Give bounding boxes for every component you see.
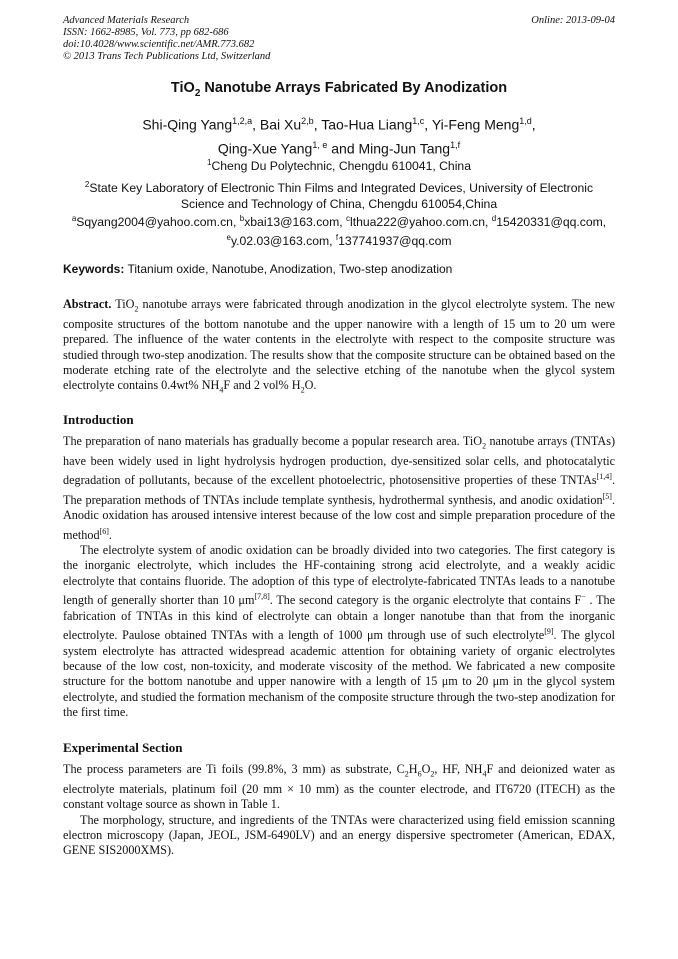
affiliation-2: $^2$State Key Laboratory of Electronic Thin Films and Integrated Devices, University of Electronic Science and Technology of China, Chengdu 610054,China: [84, 180, 594, 212]
paper-title: TiO$_2$ Nanotube Arrays Fabricated By Anodization: [170, 80, 508, 99]
email-a[interactable]: Sqyang2004@yahoo.com.cn,: [76, 215, 240, 230]
journal-header: [63, 15, 615, 63]
citation[interactable]: [9]: [544, 627, 554, 637]
abstract: Abstract. TiO$_2$ nanotube arrays were fabricated through anodization in the glycol electrolyte system. The new composite structures of the bottom nanotube and the upper nanowire with a length of 15 um to 20 um were prepared. The influence of the water contents in the electrolyte with respect to the composite structure was studied through two-step anodization. The results show that the composite structure can be obtained based on the moderate etching rate of the electrolyte and the selective etching of the nanotube when the glycol system electrolyte contains 0.4wt% $NH_4F$ and 2 vol% $H_2O$.: [63, 297, 615, 395]
citation[interactable]: [1,4]: [596, 472, 612, 482]
introduction-body: [63, 434, 615, 721]
email-f[interactable]: 137741937@qq.com: [338, 234, 452, 249]
introduction-heading: Introduction: [63, 412, 134, 427]
author-line-1: Shi-Qing Yang$^{1,2,a}$, Bai Xu$^{2,b}$, Tao-Hua Liang$^{1,c}$, Yi-Feng Meng$^{1,d}$,: [142, 116, 536, 133]
author-emails: $^a$Sqyang2004@yahoo.com.cn, $^b$xbai13@163.com, $^c$lthua222@yahoo.com.cn, $^d$15420331@qq.com, $^e$y.02.03@163.com, $^f$137741937@qq.com: [71, 214, 607, 249]
citation[interactable]: [7,8]: [254, 592, 270, 602]
journal-name: Advanced Materials Research: [63, 15, 190, 26]
exp-paragraph-1: The process parameters are Ti foils (99.8%, 3 mm) as substrate, $C_2H_6O_2$, HF, $NH_4F$ and deionized water as electrolyte materials, platinum foil (20 mm × 10 mm) as the counter electrode, and IT6720 (ITECH) as the constant voltage source as shown in Table 1.: [63, 762, 615, 812]
intro-paragraph-2: The electrolyte system of anodic oxidation can be broadly divided into two categories. The first category is the inorganic electrolyte, which includes the HF-containing strong acid electrolyte, and a weakly acidic electrolyte that contains fluoride. The adoption of this type of electrolyte-fabricated TNTAs leads to a nanotube length of generally shorter than 10 μm[7,8]. The second category is the organic electrolyte that contains F− . The fabrication of TNTAs in this kind of electrolyte can obtain a longer nanotube than that from the inorganic electrolyte. Paulose obtained TNTAs with a length of 1000 μm through use of such electrolyte[9]. The glycol system electrolyte has attracted widespread academic attention for obtaining variety of organic electrolytes because of the low cost, non-toxicity, and moderate viscosity of the method. We fabricated a new composite structure for the bottom nanotube and upper nanowire with a length of 15 μm to 20 μm in the glycol system electrolyte, and studied the formation mechanism of the composite structure through the two-step anodization for the first time.: [63, 543, 616, 720]
author-list: [63, 111, 615, 158]
keywords: Keywords: Titanium oxide, Nanotube, Anodization, Two-step anodization: [63, 262, 453, 276]
online-date: Online: 2013-09-04: [531, 15, 615, 26]
email-c[interactable]: lthua222@yahoo.com.cn,: [350, 215, 492, 230]
citation[interactable]: [6]: [99, 526, 109, 536]
experimental-body: [63, 762, 615, 859]
email-e[interactable]: y.02.03@163.com,: [230, 234, 336, 249]
issn: ISSN: 1662-8985, Vol. 773, pp 682-686: [63, 27, 229, 38]
affiliation-1: $^1$Cheng Du Polytechnic, Chengdu 610041, China: [207, 158, 471, 174]
doi[interactable]: doi:10.4028/www.scientific.net/AMR.773.682: [63, 39, 255, 50]
email-b[interactable]: xbai13@163.com,: [244, 215, 346, 230]
intro-paragraph-1: The preparation of nano materials has gradually become a popular research area. TiO$_2$ nanotube arrays (TNTAs) have been widely used in light hydrolysis hydrogen production, dye-sensitized solar cells, and photocatalytic degradation of pollutants, because of the excellent photoelectric, photosensitive properties of these TNTAs[1,4]. The preparation methods of TNTAs include template synthesis, hydrothermal synthesis, and anodic oxidation[5]. Anodic oxidation has aroused intensive interest because of the low cost and simple preparation procedure of the method[6].: [63, 434, 615, 542]
author-line-2: Qing-Xue Yang$^{1, e}$ and Ming-Jun Tang$^{1,f}$: [217, 139, 461, 157]
citation[interactable]: [5]: [602, 491, 612, 501]
exp-paragraph-2: The morphology, structure, and ingredients of the TNTAs were characterized using field emission scanning electron microscopy (Japan, JEOL, JSM-6490LV) and an energy dispersive spectrometer (American, EDAX, GENE SIS2000XMS).: [63, 812, 615, 858]
experimental-heading: Experimental Section: [63, 740, 183, 755]
email-d[interactable]: 15420331@qq.com,: [496, 215, 607, 230]
copyright: © 2013 Trans Tech Publications Ltd, Switzerland: [63, 51, 271, 62]
